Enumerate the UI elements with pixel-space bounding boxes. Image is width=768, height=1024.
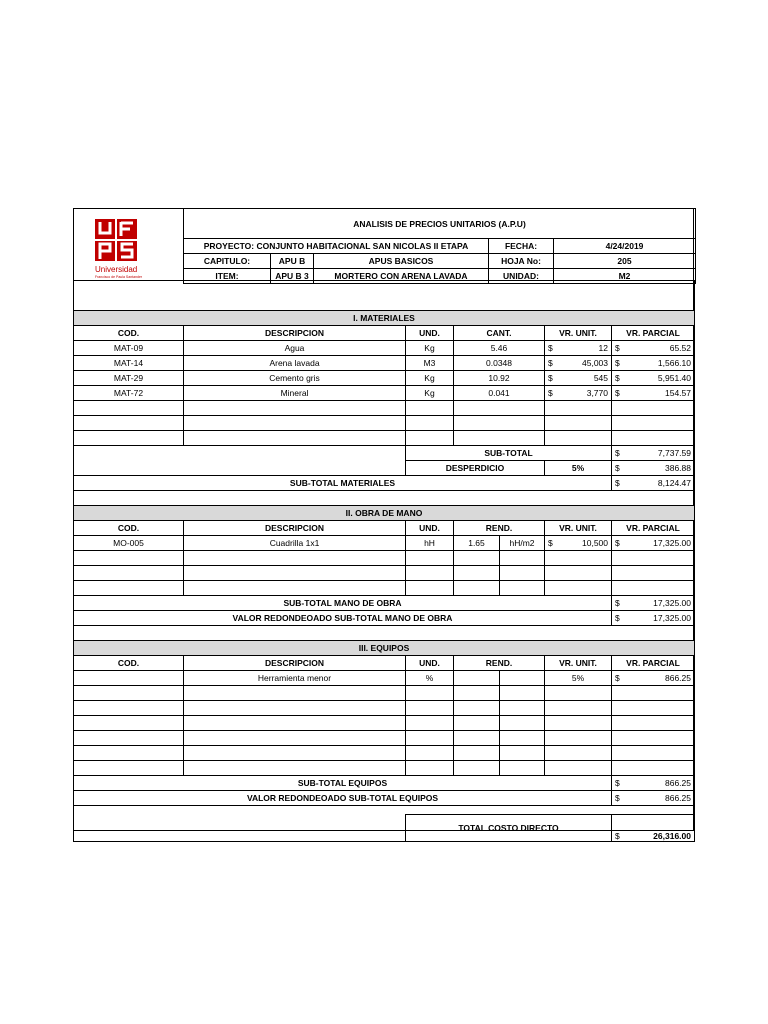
col-vr-parcial: VR. PARCIAL	[612, 326, 695, 341]
table-row: MAT-09 Agua Kg 5.46 $ 12 $ 65.52	[74, 341, 695, 356]
materiales-total-label: SUB-TOTAL MATERIALES	[74, 476, 612, 491]
item-label: ITEM:	[184, 269, 271, 284]
section-equipos: III. EQUIPOS	[74, 641, 695, 656]
col-descripcion: DESCRIPCION	[184, 326, 406, 341]
capitulo-desc: APUS BASICOS	[314, 254, 489, 269]
materiales-subtotal-value: 7,737.59	[657, 448, 691, 458]
mano-obra-redondeo-label: VALOR REDONDEOADO SUB-TOTAL MANO DE OBRA	[74, 611, 612, 626]
table-row: MAT-29 Cemento gris Kg 10.92 $ 545 $ 5,951.40	[74, 371, 695, 386]
total-costo-directo-label: TOTAL COSTO DIRECTO	[406, 815, 612, 842]
capitulo-label: CAPITULO:	[184, 254, 271, 269]
apu-sheet	[73, 208, 694, 841]
table-row: MAT-14 Arena lavada M3 0.0348 $ 45,003 $ 1,566.10	[74, 356, 695, 371]
logo-text: Universidad	[95, 265, 138, 274]
section-materiales: I. MATERIALES	[74, 311, 695, 326]
fecha-label: FECHA:	[489, 239, 554, 254]
table-row: Herramienta menor % 5% $ 866.25	[74, 671, 695, 686]
logo-subtext: Francisco de Paula Santander	[95, 275, 143, 279]
fecha-value: 4/24/2019	[554, 239, 696, 254]
mano-obra-subtotal-label: SUB-TOTAL MANO DE OBRA	[74, 596, 612, 611]
header-table	[183, 208, 696, 284]
ufps-logo	[74, 209, 184, 281]
item-desc: MORTERO CON ARENA LAVADA	[314, 269, 489, 284]
spacer	[74, 281, 695, 311]
mano-obra-redondeo-value: 17,325.00	[653, 613, 691, 623]
section-mano-obra: II. OBRA DE MANO	[74, 506, 695, 521]
equipos-subtotal-label: SUB-TOTAL EQUIPOS	[74, 776, 612, 791]
total-costo-directo-value: 26,316.00	[653, 831, 691, 841]
desperdicio-label: DESPERDICIO	[406, 461, 545, 476]
col-cant: CANT.	[454, 326, 545, 341]
table-row: MO-005 Cuadrilla 1x1 hH 1.65 hH/m2 $ 10,500 $ 17,325.00	[74, 536, 695, 551]
page-title: ANALISIS DE PRECIOS UNITARIOS (A.P.U)	[184, 209, 696, 239]
table-row: MAT-72 Mineral Kg 0.041 $ 3,770 $ 154.57	[74, 386, 695, 401]
hoja-label: HOJA No:	[489, 254, 554, 269]
proyecto-cell: PROYECTO: CONJUNTO HABITACIONAL SAN NICOLAS II ETAPA	[184, 239, 489, 254]
materiales-total-value: 8,124.47	[657, 478, 691, 488]
equipos-subtotal-value: 866.25	[665, 778, 691, 788]
mano-obra-subtotal-value: 17,325.00	[653, 598, 691, 608]
hoja-value: 205	[554, 254, 696, 269]
item-value: APU B 3	[271, 269, 314, 284]
col-cod: COD.	[74, 326, 184, 341]
equipos-redondeo-value: 866.25	[665, 793, 691, 803]
unidad-value: M2	[554, 269, 696, 284]
unidad-label: UNIDAD:	[489, 269, 554, 284]
equipos-redondeo-label: VALOR REDONDEOADO SUB-TOTAL EQUIPOS	[74, 791, 612, 806]
apu-body-table: I. MATERIALES COD. DESCRIPCION UND. CANT. VR. UNIT. VR. PARCIAL MAT-09 Agua Kg 5.46 $ 12 $ 65.52 MAT-14 Arena lavada M3 0.0348 $ 45,003 $ 1,566.10 MAT-29 Cemento gris Kg 10.92 $ 545 $ 5,951.40 MAT-72 Mineral Kg 0.041 $ 3,770 $ 154.57 SUB-TOTAL $ 7,737.59 DESPERDICIO 5% $ 386.88 SUB-TOTAL MATERIALES $ 8,124.47 II. OBRA DE MANO COD. DESCRIPCION UND. REND. VR. UNIT. VR. PARCIAL MO-005 Cuadrilla 1x1 hH 1.65 hH/m2 $ 10,500 $ 17,325.00 SUB-TOTAL MANO DE OBRA $ 17,325.00 VALOR REDONDEOADO SUB-TOTAL MANO DE OBRA $ 17,325.00 III. EQUIPOS COD. DESCRIPCION UND. REND. VR. UNIT. VR. PARCIAL Herramienta menor % 5% $ 866.25 SUB-TOTAL EQUIPOS $ 866.25 VALOR REDONDEOADO SUB-TOTAL EQUIPOS $ 866.25 TOTAL COSTO DIRECTO $ 26,316.00	[73, 280, 695, 842]
materiales-subtotal-label: SUB-TOTAL	[406, 446, 612, 461]
desperdicio-value: 386.88	[665, 463, 691, 473]
desperdicio-pct: 5%	[545, 461, 612, 476]
capitulo-value: APU B	[271, 254, 314, 269]
ufps-logo-icon	[95, 219, 139, 263]
col-und: UND.	[406, 326, 454, 341]
col-vr-unit: VR. UNIT.	[545, 326, 612, 341]
